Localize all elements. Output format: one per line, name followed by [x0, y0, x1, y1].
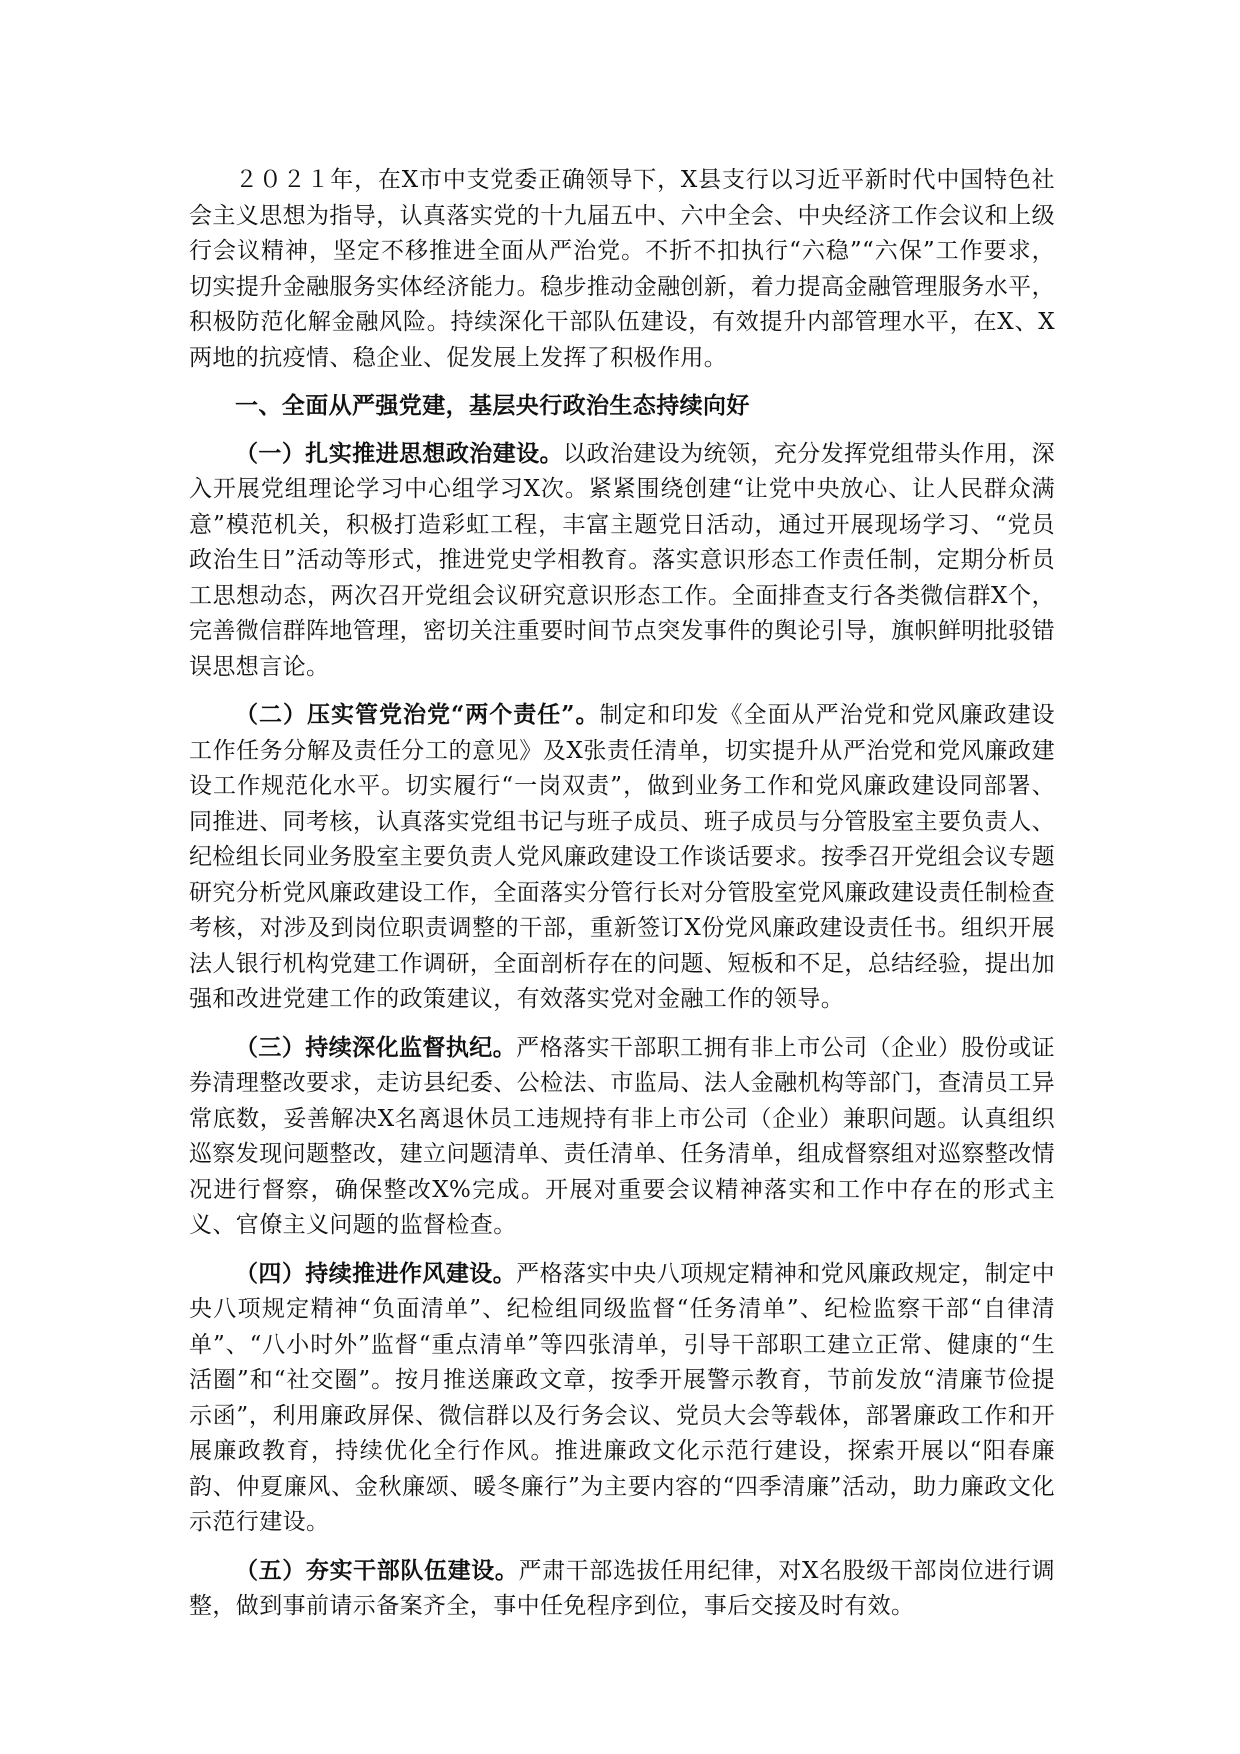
item-lead-1: （一）扎实推进思想政治建设。	[235, 439, 564, 467]
item-paragraph-5	[189, 1553, 1055, 1625]
section-heading: 一、全面从严强党建，基层央行政治生态持续向好	[235, 392, 750, 419]
item-text-2: 制定和印发《全面从严治党和党风廉政建设工作任务分解及责任分工的意见》及X张责任清单，切实提升从严治党和党风廉政建设工作规范化水平。切实履行“一岗双责”，做到业务工作和党风廉政建设同部署、同推进、同考核，认真落实党组书记与班子成员、班子成员与分管股室主要负责人、纪检组长同业务股室主要负责人党风廉政建设工作谈话要求。按季召开党组会议专题研究分析党风廉政建设工作，全面落实分管行长对分管股室党风廉政建设责任制检查考核，对涉及到岗位职责调整的干部，重新签订X份党风廉政建设责任书。组织开展法人银行机构党建工作调研，全面剖析存在的问题、短板和不足，总结经验，提出加强和改进党建工作的政策建议，有效落实党对金融工作的领导。	[189, 702, 1056, 1012]
item-text-3: 严格落实干部职工拥有非上市公司（企业）股份或证券清理整改要求，走访县纪委、公检法、市监局、法人金融机构等部门，查清员工异常底数，妥善解决X名离退休员工违规持有非上市公司（企业）兼职问题。认真组织巡察发现问题整改，建立问题清单、责任清单、任务清单，组成督察组对巡察整改情况进行督察，确保整改X%完成。开展对重要会议精神落实和工作中存在的形式主义、官僚主义问题的监督检查。	[189, 1034, 1055, 1238]
item-text-4: 严格落实中央八项规定精神和党风廉政规定，制定中央八项规定精神“负面清单”、纪检组同级监督“任务清单”、纪检监察干部“自律清单”、“八小时外”监督“重点清单”等四张清单，引导干部职工建立正常、健康的“生活圈”和“社交圈”。按月推送廉政文章，按季开展警示教育，节前发放“清廉节俭提示函”，利用廉政屏保、微信群以及行务会议、党员大会等载体，部署廉政工作和开展廉政教育，持续优化全行作风。推进廉政文化示范行建设，探索开展以“阳春廉韵、仲夏廉风、金秋廉颂、暖冬廉行”为主要内容的“四季清廉”活动，助力廉政文化示范行建设。	[189, 1260, 1055, 1535]
item-paragraph-4	[189, 1256, 1055, 1541]
item-lead-4: （四）持续推进作风建设。	[235, 1259, 517, 1287]
item-lead-5: （五）夯实干部队伍建设。	[235, 1556, 519, 1584]
item-text-1: 以政治建设为统领，充分发挥党组带头作用，深入开展党组理论学习中心组学习X次。紧紧围绕创建“让党中央放心、让人民群众满意”模范机关，积极打造彩虹工程，丰富主题党日活动，通过开展现场学习、“党员政治生日”活动等形式，推进党史学相教育。落实意识形态工作责任制，定期分析员工思想动态，两次召开党组会议研究意识形态工作。全面排查支行各类微信群X个，完善微信群阵地管理，密切关注重要时间节点突发事件的舆论引导，旗帜鲜明批驳错误思想言论。	[189, 440, 1055, 680]
document-body	[189, 163, 1055, 1637]
item-text-5: 严肃干部选拔任用纪律，对X名股级干部岗位进行调整，做到事前请示备案齐全，事中任免程序到位，事后交接及时有效。	[189, 1557, 1055, 1619]
item-lead-2: （二）压实管党治党“两个责任”。	[235, 701, 600, 728]
item-paragraph-1	[189, 436, 1055, 686]
intro-paragraph: ２０２１年，在X市中支党委正确领导下，X县支行以习近平新时代中国特色社会主义思想为指导，认真落实党的十九届五中、六中全会、中央经济工作会议和上级行会议精神，坚定不移推进全面从严治党。不折不扣执行“六稳”“六保”工作要求，切实提升金融服务实体经济能力。稳步推动金融创新，着力提高金融管理服务水平，积极防范化解金融风险。持续深化干部队伍建设，有效提升内部管理水平，在X、X两地的抗疫情、稳企业、促发展上发挥了积极作用。	[189, 167, 1055, 371]
item-lead-3: （三）持续深化监督执纪。	[235, 1033, 517, 1061]
item-paragraph-2	[189, 697, 1055, 1018]
item-paragraph-3	[189, 1030, 1055, 1244]
